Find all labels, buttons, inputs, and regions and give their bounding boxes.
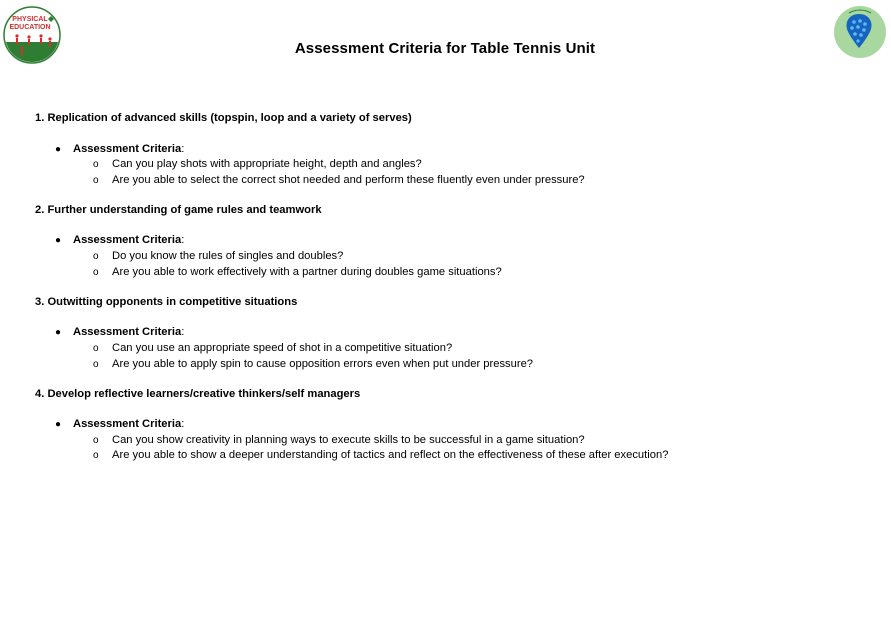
circle-bullet-icon: o bbox=[93, 434, 99, 446]
criteria-list bbox=[35, 249, 875, 280]
list-item-text: Are you able to show a deeper understanding of tactics and reflect on the effectiveness of these after execution? bbox=[112, 449, 669, 462]
list-item bbox=[35, 448, 875, 464]
bullet-icon: ● bbox=[55, 235, 62, 247]
criteria-label: Assessment Criteria bbox=[73, 326, 182, 339]
criteria-colon: : bbox=[181, 234, 185, 247]
list-item bbox=[35, 157, 875, 173]
list-item bbox=[35, 357, 875, 373]
circle-bullet-icon: o bbox=[93, 159, 99, 171]
list-item-text: Can you show creativity in planning ways to execute skills to be successful in a game situation? bbox=[112, 433, 585, 446]
criteria-list bbox=[35, 341, 875, 372]
section-2 bbox=[35, 203, 875, 280]
list-item bbox=[35, 249, 875, 265]
circle-bullet-icon: o bbox=[93, 450, 99, 462]
criteria-list bbox=[35, 157, 875, 188]
list-item-text: Are you able to apply spin to cause opposition errors even when put under pressure? bbox=[112, 357, 534, 370]
list-item-text: Do you know the rules of singles and doubles? bbox=[112, 250, 344, 263]
page-title-text: Assessment Criteria for Table Tennis Unit bbox=[294, 40, 596, 57]
circle-bullet-icon: o bbox=[93, 342, 99, 354]
list-item bbox=[35, 341, 875, 357]
list-item-text: Are you able to work effectively with a partner during doubles game situations? bbox=[112, 265, 502, 278]
list-item-text: Can you use an appropriate speed of shot in a competitive situation? bbox=[112, 341, 453, 354]
list-item bbox=[35, 265, 875, 281]
criteria-colon: : bbox=[181, 142, 185, 155]
circle-bullet-icon: o bbox=[93, 358, 99, 370]
logo-text-physical: PHYSICAL bbox=[12, 16, 48, 23]
section-heading: 4. Develop reflective learners/creative thinkers/self managers bbox=[35, 387, 361, 400]
section-heading: 1. Replication of advanced skills (topspin, loop and a variety of serves) bbox=[35, 112, 412, 124]
criteria-label: Assessment Criteria bbox=[73, 234, 182, 247]
criteria-label: Assessment Criteria bbox=[73, 142, 182, 155]
section-1 bbox=[35, 111, 875, 188]
criteria-list bbox=[35, 433, 875, 464]
circle-bullet-icon: o bbox=[93, 266, 99, 278]
bullet-icon: ● bbox=[55, 327, 62, 339]
criteria-label: Assessment Criteria bbox=[73, 418, 182, 431]
circle-bullet-icon: o bbox=[93, 251, 99, 263]
logo-text-education: EDUCATION bbox=[9, 24, 51, 31]
list-item-text: Can you play shots with appropriate height, depth and angles? bbox=[112, 158, 422, 171]
criteria-content bbox=[35, 111, 875, 479]
criteria-block bbox=[35, 417, 875, 433]
criteria-block bbox=[35, 142, 875, 158]
bullet-icon: ● bbox=[55, 419, 62, 431]
list-item bbox=[35, 433, 875, 449]
section-heading: 2. Further understanding of game rules and teamwork bbox=[35, 203, 322, 216]
criteria-block bbox=[35, 233, 875, 249]
page-title bbox=[0, 40, 891, 57]
criteria-colon: : bbox=[181, 418, 185, 431]
criteria-colon: : bbox=[181, 326, 185, 339]
section-heading: 3. Outwitting opponents in competitive situations bbox=[35, 295, 298, 308]
bullet-icon: ● bbox=[55, 143, 62, 155]
list-item bbox=[35, 173, 875, 189]
section-4 bbox=[35, 387, 875, 464]
list-item-text: Are you able to select the correct shot needed and perform these fluently even under pressure? bbox=[112, 173, 585, 186]
criteria-block bbox=[35, 325, 875, 341]
circle-bullet-icon: o bbox=[93, 174, 99, 186]
section-3 bbox=[35, 295, 875, 372]
